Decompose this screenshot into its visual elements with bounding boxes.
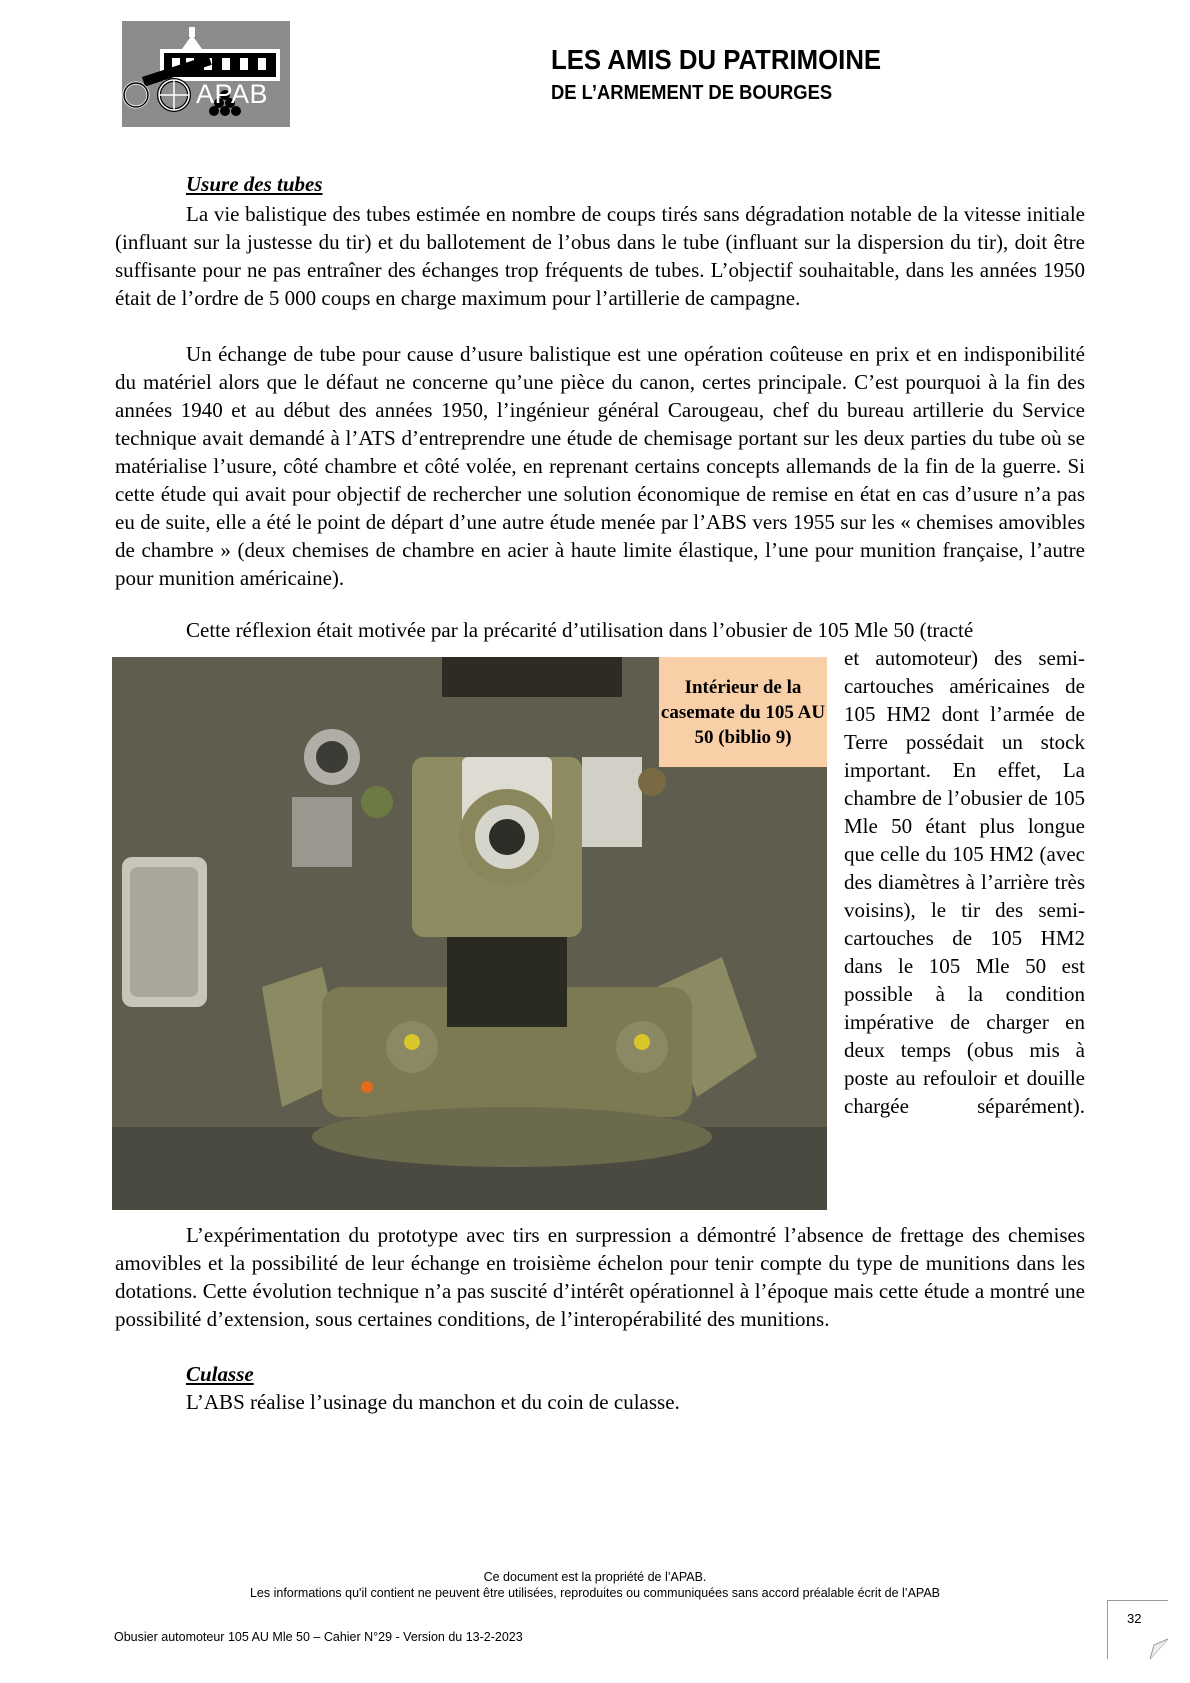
paragraph-1: La vie balistique des tubes estimée en nombre de coups tirés sans dégradation notable de la vitesse initiale (influant sur la justesse du tir) et du ballotement de l’obus dans le tube (influant sur la dispersion du tir), doit être suffisante pour ne pas entraîner des échanges trop fréquents de tubes. L’objectif souhaitable, dans les années 1950 était de l’ordre de 5 000 coups en charge maximum pour l’artillerie de campagne. <box>115 202 1085 310</box>
paragraph-culasse: L’ABS réalise l’usinage du manchon et du coin de culasse. <box>186 1390 680 1414</box>
page-number: 32 <box>1127 1611 1142 1626</box>
logo-text: APAB <box>196 79 269 109</box>
apab-logo <box>122 21 290 127</box>
figure-caption: Intérieur de la casemate du 105 AU 50 (biblio 9) <box>659 657 827 767</box>
section-heading-culasse: Culasse <box>186 1362 254 1386</box>
paragraph-3-first-line: Cette réflexion était motivée par la précarité d’utilisation dans l’obusier de 105 Mle 50 (tracté <box>186 618 974 642</box>
paragraph-4: L’expérimentation du prototype avec tirs en surpression a démontré l’absence de frettage des chemises amovibles et la possibilité de leur échange en troisième échelon pour tenir compte du type de munitions dans les dotations. Cette évolution technique n’a pas suscité d’intérêt opérationnel à l’époque mais cette étude a montré une possibilité d’extension, sous certaines conditions, de l’interopérabilité des munitions. <box>115 1223 1085 1331</box>
section-heading-usure: Usure des tubes <box>186 172 323 196</box>
footer-rights: Les informations qu'il contient ne peuvent être utilisées, reproduites ou communiquées sans accord préalable écrit de l’APAB <box>249 1586 941 1600</box>
paragraph-2: Un échange de tube pour cause d’usure balistique est une opération coûteuse en prix et en indisponibilité du matériel alors que le défaut ne concerne qu’une pièce du canon, certes principale. C’est pourquoi à la fin des années 1940 et au début des années 1950, l’ingénieur général Carougeau, chef du bureau artillerie du Service technique avait demandé à l’ATS d’entreprendre une étude de chemisage portant sur les deux parties du tube où se matérialise l’usure, côté chambre et côté volée, en reprenant certains concepts allemands de la fin de la guerre. Si cette étude qui avait pour objectif de rechercher une solution économique de remise en état en cas d’usure n’a pas eu de suite, elle a été le point de départ d’une autre étude menée par l’ABS vers 1955 sur les « chemises amovibles de chambre » (deux chemises de chambre en acier à haute limite élastique, l’une pour munition française, l’autre pour munition américaine). <box>115 342 1085 590</box>
footer-ownership: Ce document est la propriété de l’APAB. <box>483 1570 707 1584</box>
page-curl-icon <box>1108 1601 1168 1659</box>
page-number-box <box>1107 1600 1168 1659</box>
footer-doc-ref: Obusier automoteur 105 AU Mle 50 – Cahier N°29 - Version du 13-2-2023 <box>114 1630 523 1644</box>
header-subtitle: DE L’ARMEMENT DE BOURGES <box>551 82 833 104</box>
header-title: LES AMIS DU PATRIMOINE <box>551 44 882 75</box>
cannon-building-logo-icon <box>122 21 290 127</box>
paragraph-3-wrapped: et automoteur) des semi-cartouches américaines de 105 HM2 dont l’armée de Terre possédait un stock important. En effet, La chambre de l’obusier de 105 Mle 50 étant plus longue que celle du 105 HM2 (avec des diamètres à l’arrière très voisins), le tir des semi-cartouches de 105 HM2 dans le 105 Mle 50 est possible à la condition impérative de charger en deux temps (obus mis à poste au refouloir et douille chargée séparément). <box>844 646 1085 1118</box>
